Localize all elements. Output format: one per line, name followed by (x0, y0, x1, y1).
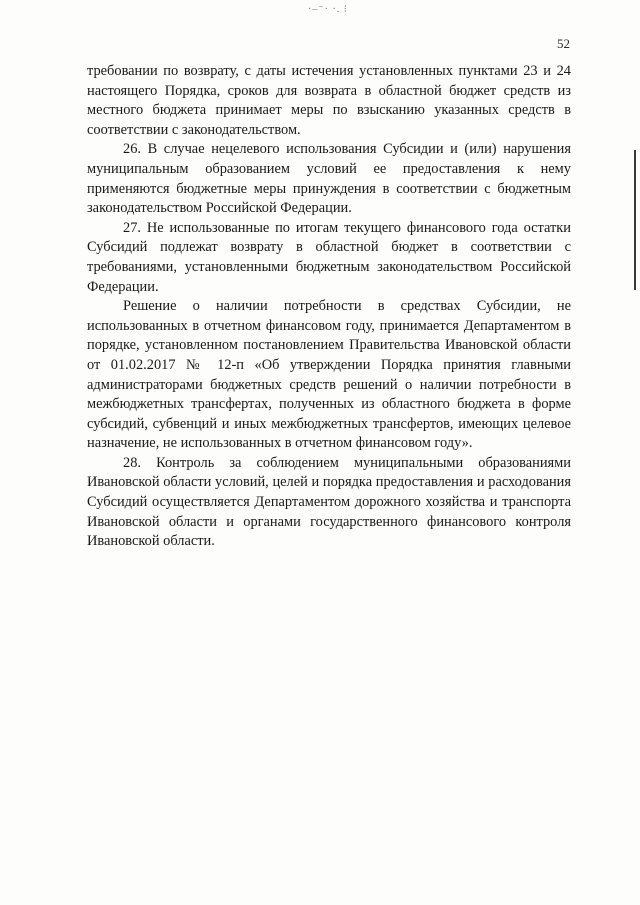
scan-artifact: ·–⁻· ·. ⁝ (308, 4, 348, 15)
paragraph-28: 28. Контроль за соблюдением муниципальными образованиями Ивановской области условий, целей и порядка предоставления и расходования Субсидий осуществляется Департаментом дорожного хозяйства и транспорта Ивановской области и органами государственного финансового контроля Ивановской области. (87, 454, 571, 550)
document-body (87, 62, 571, 552)
page-number: 52 (557, 36, 570, 51)
paragraph-decision: Решение о наличии потребности в средствах Субсидии, не использованных в отчетном финансовом году, принимается Департаментом в порядке, установленном постановлением Правительства Ивановской области от 01.02.2017 № 12-п «Об утверждении Порядка принятия главными администраторами бюджетных средств решений о наличии потребности в межбюджетных трансфертах, полученных из областного бюджета в форме субсидий, субвенций и иных межбюджетных трансфертов, имеющих целевое назначение, не использованных в отчетном финансовом году». (87, 298, 571, 452)
paragraph-27: 27. Не использованные по итогам текущего финансового года остатки Субсидий подлежат возврату в областной бюджет в соответствии с требованиями, установленными бюджетным законодательством Российской Федерации. (87, 219, 571, 295)
paragraph-26: 26. В случае нецелевого использования Субсидии и (или) нарушения муниципальным образованием условий ее предоставления к нему применяются бюджетные меры принуждения в соответствии с бюджетным законодательством Российской Федерации. (87, 141, 571, 217)
paragraph-continuation: требовании по возврату, с даты истечения установленных пунктами 23 и 24 настоящего Порядка, сроков для возврата в областной бюджет средств из местного бюджета принимает меры по взысканию указанных средств в соответствии с законодательством. (87, 63, 571, 138)
scan-edge-line (634, 150, 636, 290)
